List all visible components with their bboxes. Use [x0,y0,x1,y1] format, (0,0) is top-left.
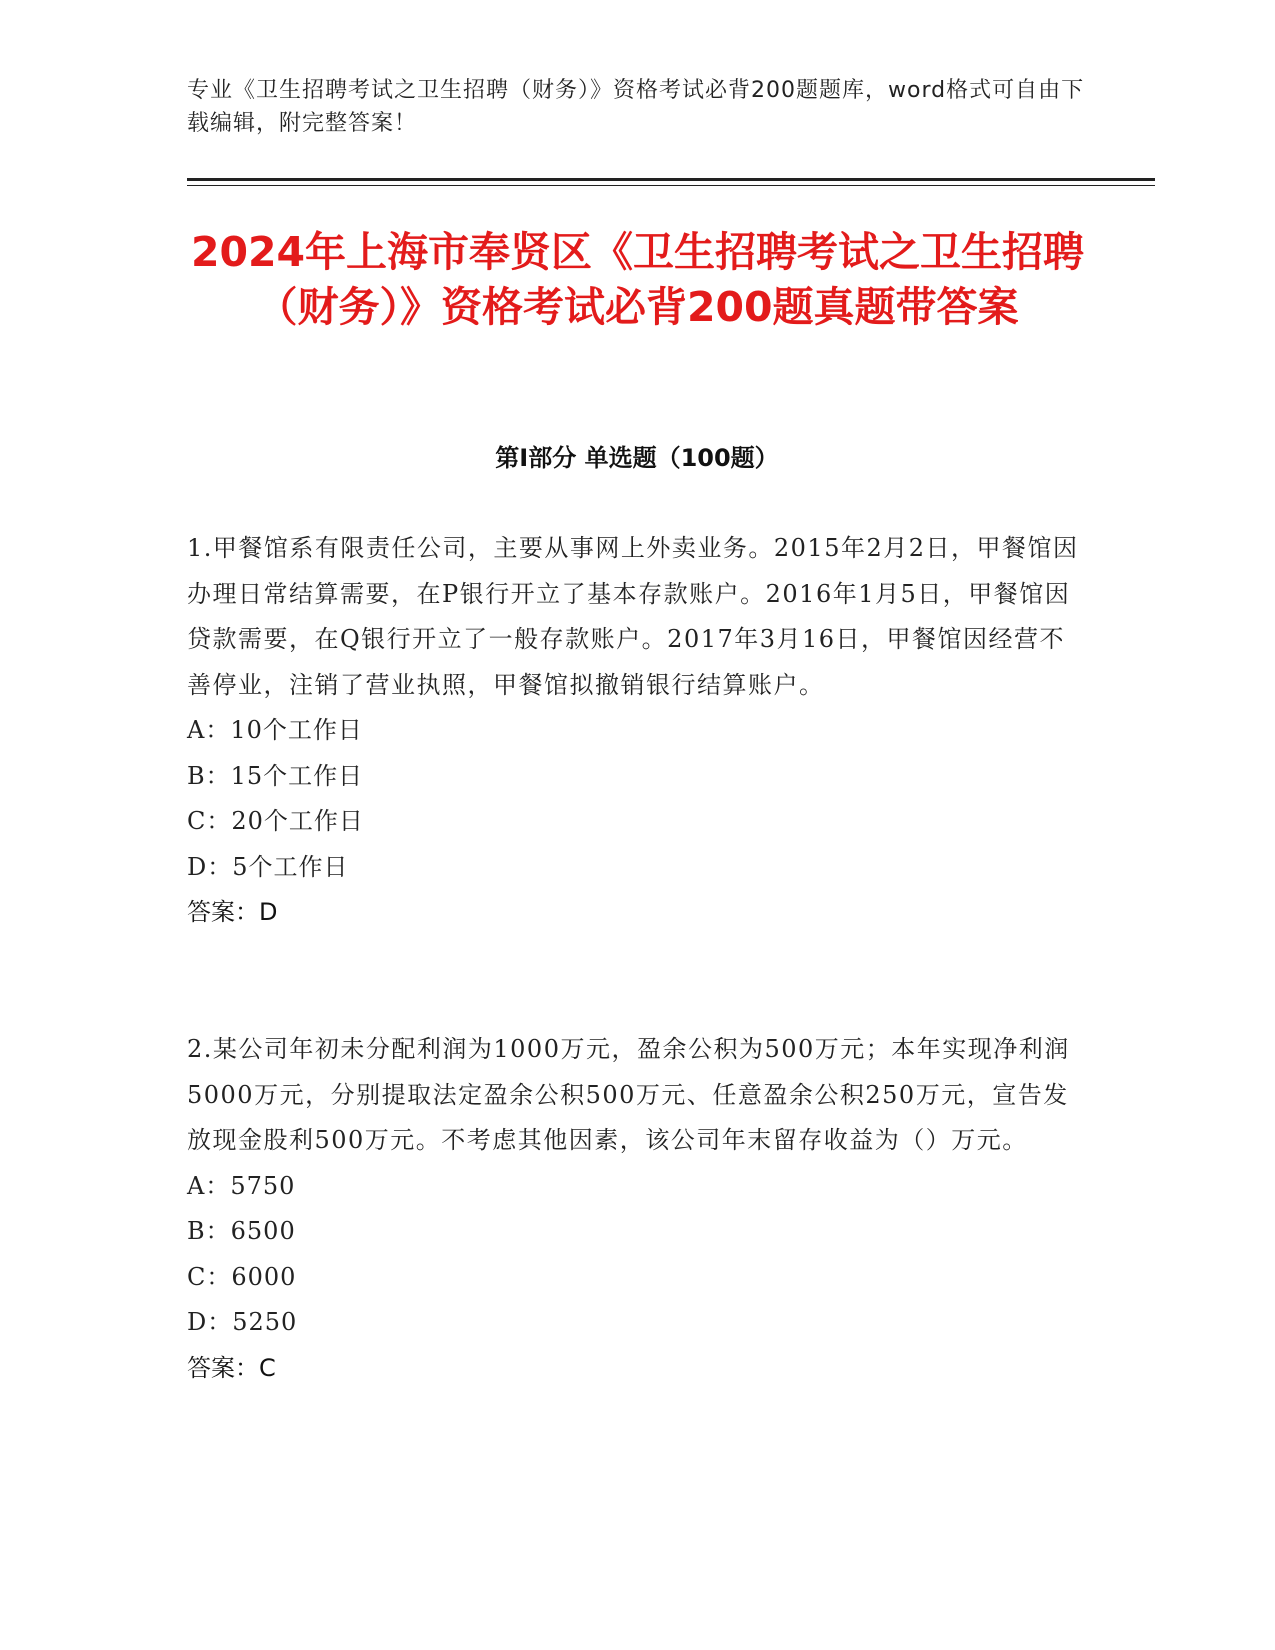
question-stem: 2.某公司年初未分配利润为1000万元，盈余公积为500万元；本年实现净利润5000万元，分别提取法定盈余公积500万元、任意盈余公积250万元，宣告发放现金股利500万元。不考虑其他因素，该公司年末留存收益为（）万元。 [187,1035,1070,1154]
question-2 [187,1027,1087,1391]
option-b: B：6500 [187,1217,296,1245]
header-note: 专业《卫生招聘考试之卫生招聘（财务）》资格考试必背200题题库，word格式可自由下载编辑，附完整答案！ [187,78,1085,136]
document-title: 2024年上海市奉贤区《卫生招聘考试之卫生招聘（财务）》资格考试必背200题真题带答案 [190,228,1085,331]
header-rule-thin [187,185,1155,186]
answer: 答案：D [187,898,278,926]
option-d: D：5250 [187,1308,298,1336]
option-c: C：6000 [187,1262,297,1291]
option-a: A：5750 [187,1171,296,1200]
question-stem: 1.甲餐馆系有限责任公司，主要从事网上外卖业务。2015年2月2日，甲餐馆因办理日常结算需要，在P银行开立了基本存款账户。2016年1月5日，甲餐馆因贷款需要，在Q银行开立了一般存款账户。2017年3月16日，甲餐馆因经营不善停业，注销了营业执照，甲餐馆拟撤销银行结算账户。 [187,534,1079,699]
answer: 答案：C [187,1353,276,1382]
option-d: D：5个工作日 [187,852,349,881]
section-title: 第I部分 单选题（100题） [495,444,779,472]
header-rule-thick [187,178,1155,181]
option-c: C：20个工作日 [187,807,364,835]
option-a: A：10个工作日 [187,716,363,744]
option-b: B：15个工作日 [187,761,364,790]
question-1 [187,526,1087,936]
